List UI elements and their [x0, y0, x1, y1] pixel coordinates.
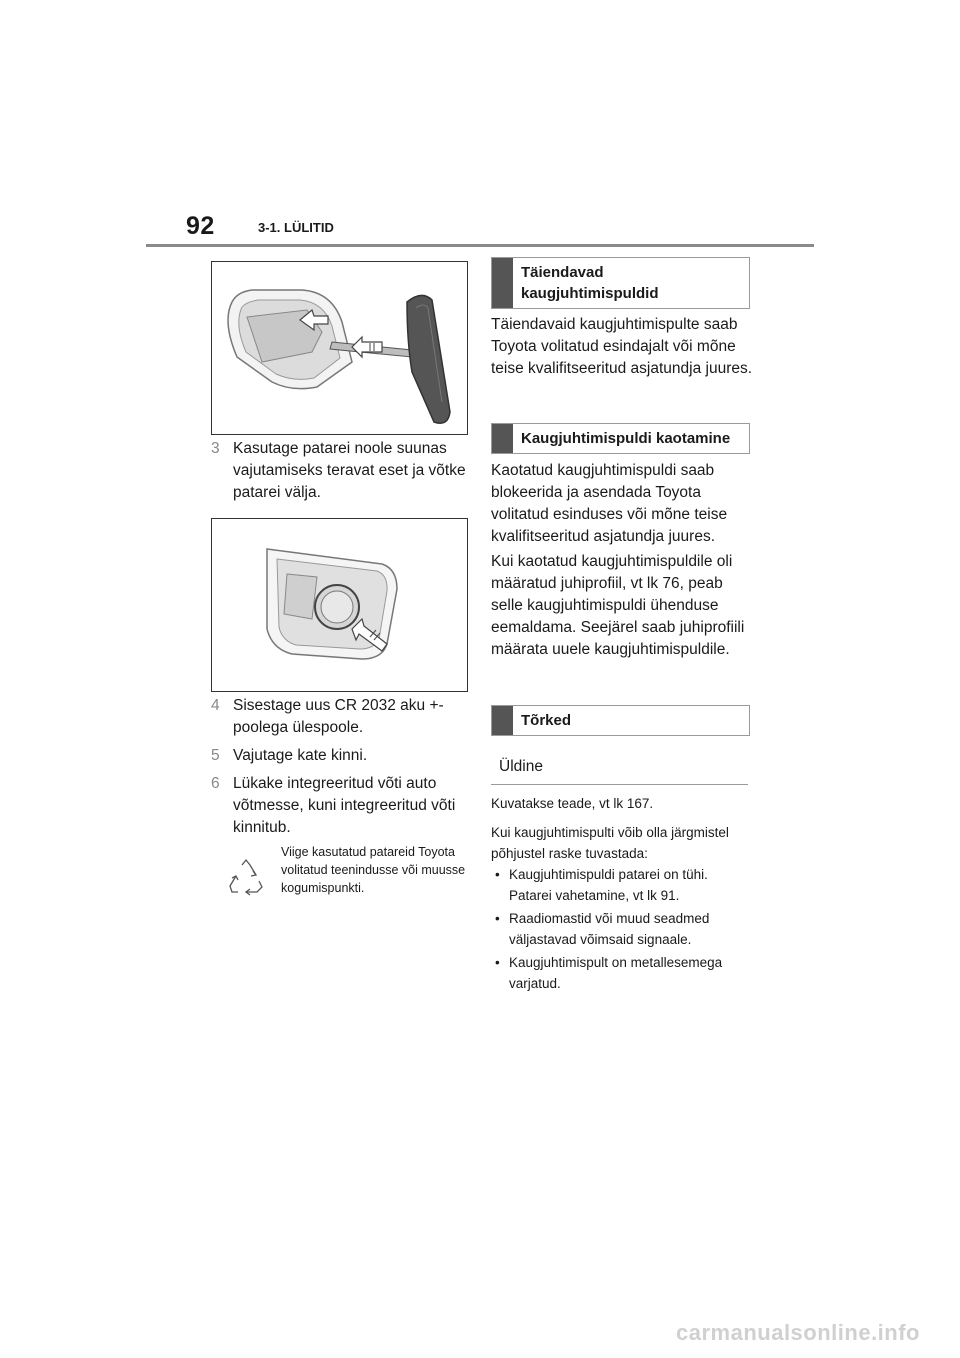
step-number: 4 — [211, 697, 220, 714]
malfunction-list — [491, 864, 753, 996]
section-title: 3-1. LÜLITID — [258, 220, 334, 235]
heading-text: Kaugjuhtimispuldi kaotamine — [521, 430, 731, 447]
header-rule — [146, 244, 814, 247]
battery-drawing — [212, 519, 467, 691]
step-3 — [211, 438, 471, 504]
heading-text: Täiendavad kaugjuhtimispuldid — [521, 264, 659, 302]
list-item: • Kaugjuhtimispuldi patarei on tühi. Patarei vahetamine, vt lk 91. — [491, 864, 753, 906]
malfunction-intro: Kui kaugjuhtimispulti võib olla järgmistel põhjustel raske tuvastada: — [491, 825, 729, 861]
step-number: 3 — [211, 440, 220, 457]
key-removal-illustration — [211, 261, 468, 435]
list-item: • Raadiomastid või muud seadmed väljastavad võimsaid signaale. — [491, 908, 753, 950]
step-6 — [211, 773, 471, 839]
heading-bar — [492, 258, 513, 308]
heading-bar — [492, 706, 513, 735]
paragraph-additional-remotes: Täiendavaid kaugjuhtimispulte saab Toyota volitatud esindajalt või mõne teise kvalifitseeritud asjatundja juures. — [491, 316, 753, 377]
page-number: 92 — [186, 212, 215, 240]
recycle-icon — [226, 857, 266, 897]
step-text: Sisestage uus CR 2032 aku +-poolega ülespoole. — [233, 697, 444, 736]
paragraph-lost-remote-2: Kui kaotatud kaugjuhtimispuldile oli määratud juhiprofiil, vt lk 76, peab selle kaugjuhtimispuldi ühenduse eemaldama. Seejärel saab juhiprofiili määrata uuele kaugjuhtimispuldile. — [491, 553, 745, 658]
step-5 — [211, 745, 471, 767]
list-item: • Kaugjuhtimispult on metallesemega varjatud. — [491, 952, 753, 994]
malfunction-message-line: Kuvatakse teade, vt lk 167. — [491, 796, 654, 811]
battery-compartment-illustration — [211, 518, 468, 692]
key-fob-drawing — [212, 262, 467, 434]
heading-bar — [492, 424, 513, 453]
recycling-note — [226, 843, 471, 905]
step-4 — [211, 695, 471, 739]
step-text: Vajutage kate kinni. — [233, 747, 368, 764]
heading-additional-remotes — [491, 257, 750, 309]
step-text: Lükake integreeritud võti auto võtmesse, kuni integreeritud võti kinnitub. — [233, 775, 456, 836]
subheading-text: Üldine — [499, 758, 543, 775]
step-number: 5 — [211, 747, 220, 764]
paragraph-lost-remote-1: Kaotatud kaugjuhtimispuldi saab blokeerida ja asendada Toyota volitatud esinduses või mõne teise kvalifitseeritud asjatundja juures. — [491, 462, 728, 545]
subheading-general — [491, 750, 748, 785]
step-text: Kasutage patarei noole suunas vajutamiseks teravat eset ja võtke patarei välja. — [233, 440, 466, 501]
step-number: 6 — [211, 775, 220, 792]
watermark: carmanualsonline.info — [676, 1320, 920, 1345]
heading-malfunctions — [491, 705, 750, 736]
heading-lost-remote — [491, 423, 750, 454]
heading-text: Tõrked — [521, 712, 572, 729]
note-text: Viige kasutatud patareid Toyota volitatud teenindusse või muusse kogumispunkti. — [281, 845, 466, 895]
